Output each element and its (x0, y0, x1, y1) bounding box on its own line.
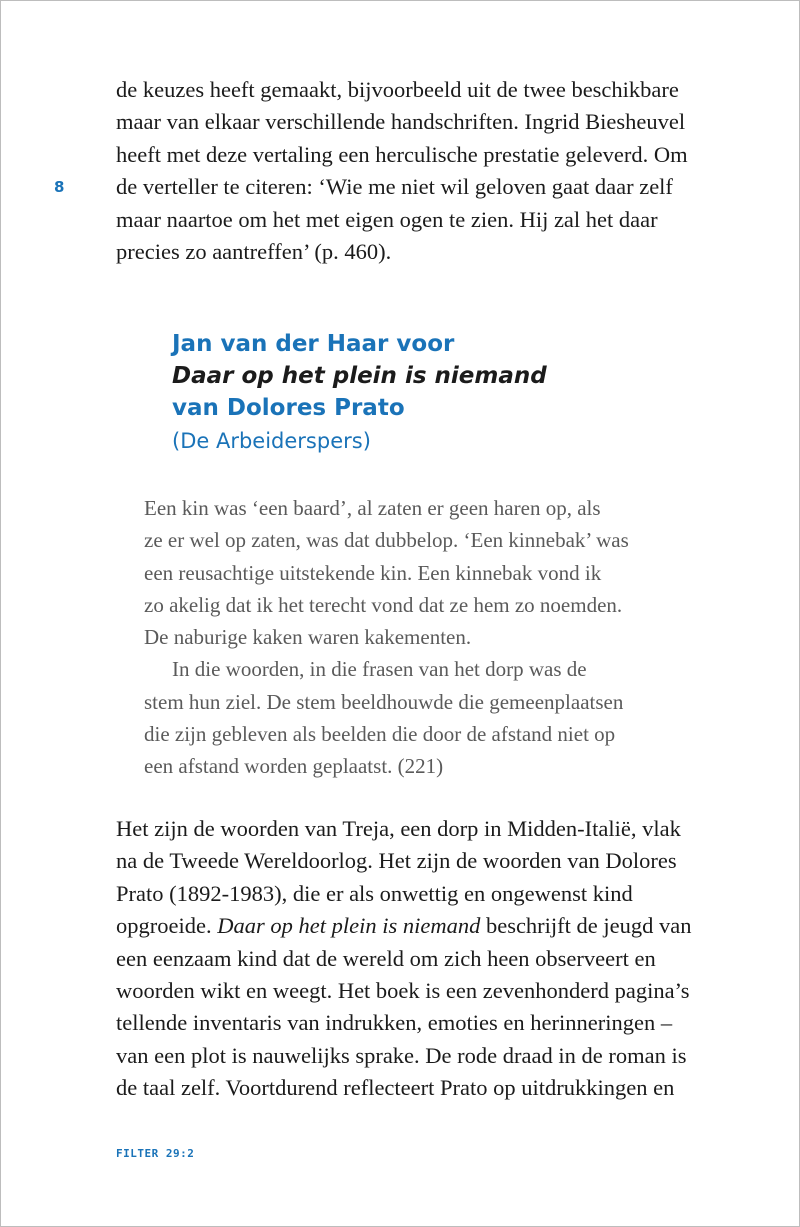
quote-line: stem hun ziel. De stem beeldhouwde die gemeenplaatsen (144, 689, 624, 714)
inline-book-title: Daar op het plein is niemand (217, 913, 481, 939)
text-line: Prato (1892-1983), die er als onwettig en ongewenst kind (116, 880, 633, 906)
text-line: de verteller te citeren: ‘Wie me niet wil geloven gaat daar zelf (116, 174, 673, 200)
text-line: tellende inventaris van indrukken, emoties en herinneringen – (116, 1010, 673, 1036)
text-line: Het zijn de woorden van Treja, een dorp in Midden-Italië, vlak (116, 816, 681, 841)
quote-line: In die woorden, in die frasen van het dorp was de (172, 657, 587, 682)
page-number: 8 (54, 178, 65, 196)
text-line: de taal zelf. Voortdurend reflecteert Prato op uitdrukkingen en (116, 1075, 675, 1101)
quote-line: ze er wel op zaten, was dat dubbelop. ‘Een kinnebak’ was (144, 528, 629, 553)
quote-line: zo akelig dat ik het terecht vond dat ze hem zo noemden. (144, 592, 623, 617)
text-fragment: beschrijft de jeugd van (480, 913, 692, 939)
block-quote (144, 492, 684, 783)
text-line: een eenzaam kind dat de wereld om zich heen observeert en (116, 945, 656, 971)
section-heading (172, 328, 692, 458)
text-line: de keuzes heeft gemaakt, bijvoorbeeld uit de twee beschikbare (116, 77, 679, 102)
quote-line: een afstand worden geplaatst. (221) (144, 754, 444, 779)
quote-line: die zijn gebleven als beelden die door de afstand niet op (144, 722, 616, 747)
main-paragraph (116, 813, 696, 1105)
text-line: heeft met deze vertaling een herculische prestatie geleverd. Om (116, 141, 688, 167)
text-line: woorden wikt en weegt. Het boek is een zevenhonderd pagina’s (116, 978, 690, 1004)
intro-paragraph (116, 74, 696, 268)
text-fragment: opgroeide. (116, 913, 218, 939)
text-line (116, 910, 696, 942)
journal-footer: FILTER 29:2 (116, 1147, 195, 1160)
heading-reviewer: Jan van der Haar voor (172, 331, 455, 357)
text-line: van een plot is nauwelijks sprake. De rode draad in de roman is (116, 1042, 687, 1068)
text-line: maar van elkaar verschillende handschriften. Ingrid Biesheuvel (116, 109, 686, 135)
quote-line: De naburige kaken waren kakementen. (144, 625, 472, 650)
heading-publisher: (De Arbeiderspers) (172, 429, 371, 453)
text-line: na de Tweede Wereldoorlog. Het zijn de woorden van Dolores (116, 848, 677, 874)
text-line: precies zo aantreffen’ (p. 460). (116, 239, 392, 265)
quote-line: een reusachtige uitstekende kin. Een kinnebak vond ik (144, 560, 602, 585)
quote-line: Een kin was ‘een baard’, al zaten er geen haren op, als (144, 496, 601, 520)
heading-book-title: Daar op het plein is niemand (172, 363, 547, 389)
text-line: maar naartoe om het met eigen ogen te zien. Hij zal het daar (116, 206, 658, 232)
heading-author: van Dolores Prato (172, 395, 405, 421)
